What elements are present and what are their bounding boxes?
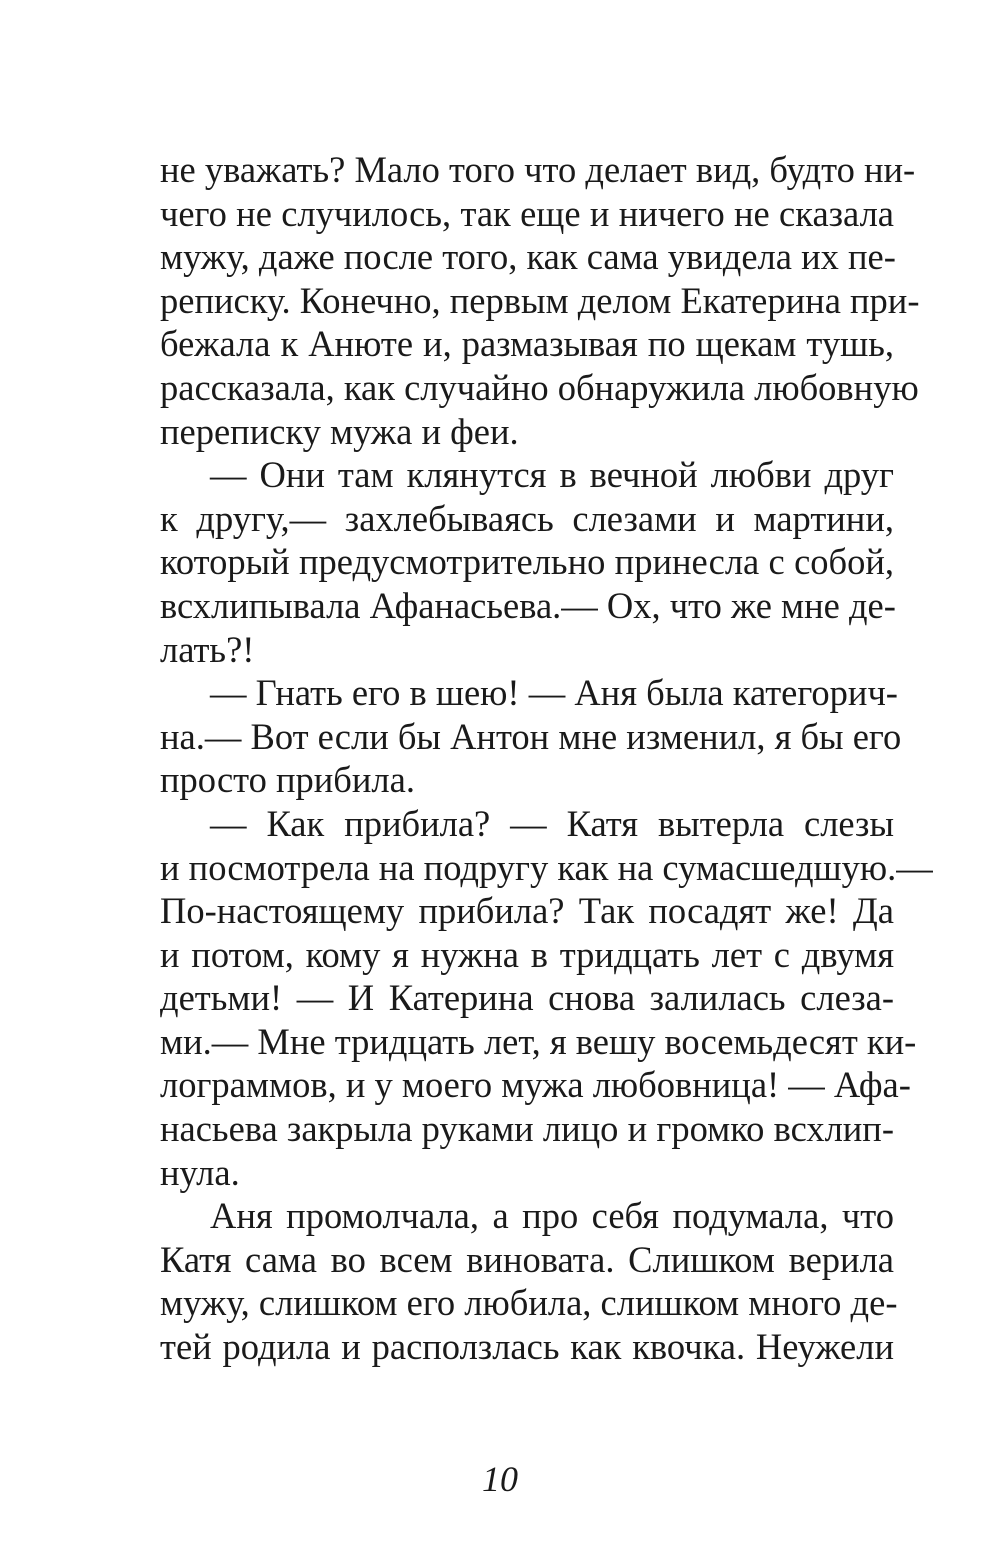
text-line: лать?! [160,628,255,670]
text-line: и посмотрела на подругу как на сумасшедшую.— [160,846,933,888]
text-line: — Гнать его в шею! — Аня была категорич- [210,672,898,714]
text-line: просто прибила. [160,759,415,801]
text-line: не уважать? Мало того что делает вид, будто ни- [160,149,916,190]
text-line: нула. [160,1151,240,1193]
text-line: реписку. Конечно, первым делом Екатерина при- [160,279,920,321]
text-line: который предусмотрительно принесла с собой, [160,541,894,583]
text-line: Аня промолчала, а про себя подумала, что [210,1195,894,1237]
page-number: 10 [482,1459,518,1499]
text-line: насьева закрыла руками лицо и громко всхлип- [160,1108,894,1150]
text-line: мужу, слишком его любила, слишком много де- [160,1282,898,1324]
text-line: детьми! — И Катерина снова залилась слеза- [160,977,894,1019]
text-line: — Как прибила? — Катя вытерла слезы [210,802,894,844]
body-text [160,148,933,1369]
text-line: рассказала, как случайно обнаружила любовную [160,366,919,408]
text-line: тей родила и расползлась как квочка. Неужели [160,1326,894,1368]
text-line: Катя сама во всем виновата. Слишком верила [160,1238,894,1280]
text-line: ми.— Мне тридцать лет, я вешу восемьдесят ки- [160,1020,917,1062]
text-line: — Они там клянутся в вечной любви друг [210,454,894,496]
text-line: лограммов, и у моего мужа любовница! — Афа- [160,1064,911,1106]
text-line: переписку мужа и феи. [160,410,519,452]
text-line: бежала к Анюте и, размазывая по щекам тушь, [160,323,894,365]
text-line: чего не случилось, так еще и ничего не сказала [160,192,894,234]
text-line: мужу, даже после того, как сама увидела их пе- [160,236,896,278]
text-line: всхлипывала Афанасьева.— Ох, что же мне де- [160,584,896,626]
text-line: По-настоящему прибила? Так посадят же! Да [160,890,894,932]
text-line: и потом, кому я нужна в тридцать лет с двумя [160,933,894,975]
text-line: на.— Вот если бы Антон мне изменил, я бы его [160,715,902,757]
text-line: к другу,— захлебываясь слезами и мартини, [160,497,894,539]
